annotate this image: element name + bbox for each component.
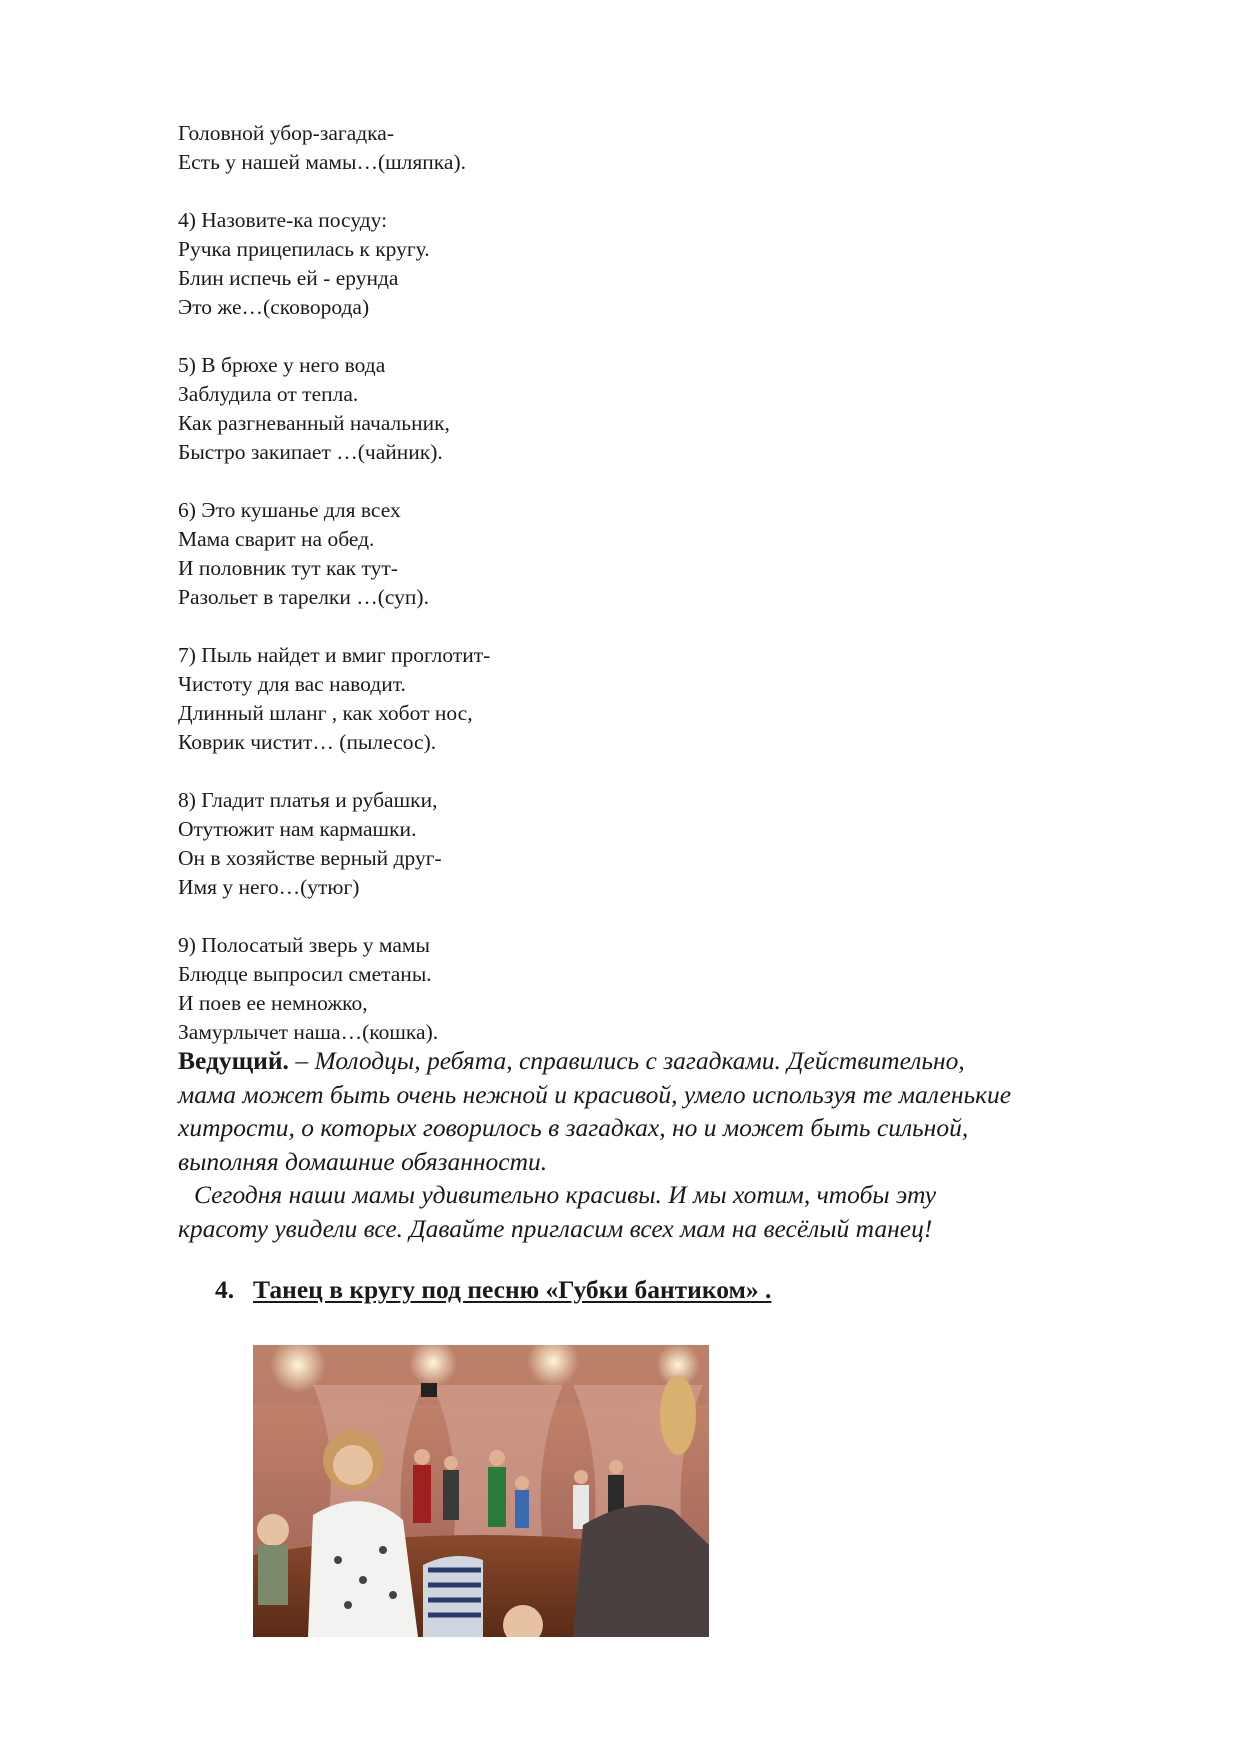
- riddle-line: 9) Полосатый зверь у мамы: [178, 933, 430, 957]
- host-line: красоту увидели все. Давайте пригласим всех мам на весёлый танец!: [178, 1213, 933, 1243]
- host-line: мама может быть очень нежной и красивой, умело используя те маленькие: [178, 1079, 1012, 1109]
- riddle-stanza: [178, 206, 878, 322]
- riddle-line: Как разгневанный начальник,: [178, 411, 450, 435]
- riddle-stanza: [178, 119, 878, 177]
- host-paragraph: [178, 1044, 1158, 1178]
- dance-photo-illustration: [253, 1345, 709, 1637]
- riddle-line: И поев ее немножко,: [178, 991, 368, 1015]
- section-heading: [215, 1274, 771, 1306]
- host-line: Сегодня наши мамы удивительно красивы. И мы хотим, чтобы эту: [194, 1180, 937, 1209]
- riddle-line: Отутюжит нам кармашки.: [178, 817, 417, 841]
- riddle-line: Разольет в тарелки …(суп).: [178, 585, 429, 609]
- riddle-line: Блюдце выпросил сметаны.: [178, 962, 432, 986]
- riddle-line: Есть у нашей мамы…(шляпка).: [178, 150, 466, 174]
- riddle-stanza: [178, 786, 878, 902]
- riddle-line: 7) Пыль найдет и вмиг проглотит-: [178, 643, 491, 667]
- riddle-line: Головной убор-загадка-: [178, 121, 394, 145]
- riddle-stanza: [178, 641, 878, 757]
- riddle-line: Это же…(сковорода): [178, 295, 370, 319]
- riddles-block: [178, 119, 878, 1047]
- riddle-line: Он в хозяйстве верный друг-: [178, 846, 442, 870]
- host-line: выполняя домашние обязанности.: [178, 1146, 548, 1176]
- riddle-line: Ручка прицепилась к кругу.: [178, 237, 430, 261]
- host-paragraph: [178, 1212, 1158, 1246]
- riddle-line: 4) Назовите-ка посуду:: [178, 208, 388, 232]
- riddle-line: Длинный шланг , как хобот нос,: [178, 701, 473, 725]
- riddle-stanza: [178, 931, 878, 1047]
- riddle-line: Имя у него…(утюг): [178, 875, 360, 899]
- riddle-line: Заблудила от тепла.: [178, 382, 359, 406]
- riddle-line: И половник тут как тут-: [178, 556, 398, 580]
- host-line: – Молодцы, ребята, справились с загадками. Действительно,: [288, 1046, 965, 1075]
- riddle-line: 8) Гладит платья и рубашки,: [178, 788, 438, 812]
- riddle-stanza: [178, 351, 878, 467]
- riddle-line: Мама сварит на обед.: [178, 527, 375, 551]
- speaker-label: Ведущий.: [178, 1046, 289, 1075]
- section-title: Танец в кругу под песню «Губки бантиком» .: [253, 1275, 772, 1304]
- foreground-head: [660, 1375, 696, 1455]
- host-speech: [178, 1044, 1158, 1245]
- riddle-line: Коврик чистит… (пылесос).: [178, 730, 437, 754]
- dance-photo: [253, 1345, 709, 1637]
- riddle-line: Быстро закипает …(чайник).: [178, 440, 443, 464]
- riddle-line: 5) В брюхе у него вода: [178, 353, 386, 377]
- host-paragraph: [178, 1178, 1158, 1212]
- section-number: 4.: [215, 1275, 235, 1304]
- riddle-stanza: [178, 496, 878, 612]
- riddle-line: 6) Это кушанье для всех: [178, 498, 401, 522]
- riddle-line: Чистоту для вас наводит.: [178, 672, 406, 696]
- speaker-box: [421, 1383, 437, 1397]
- host-line: хитрости, о которых говорилось в загадках, но и может быть сильной,: [178, 1113, 969, 1142]
- riddle-line: Блин испечь ей - ерунда: [178, 266, 399, 290]
- riddle-line: Замурлычет наша…(кошка).: [178, 1020, 439, 1044]
